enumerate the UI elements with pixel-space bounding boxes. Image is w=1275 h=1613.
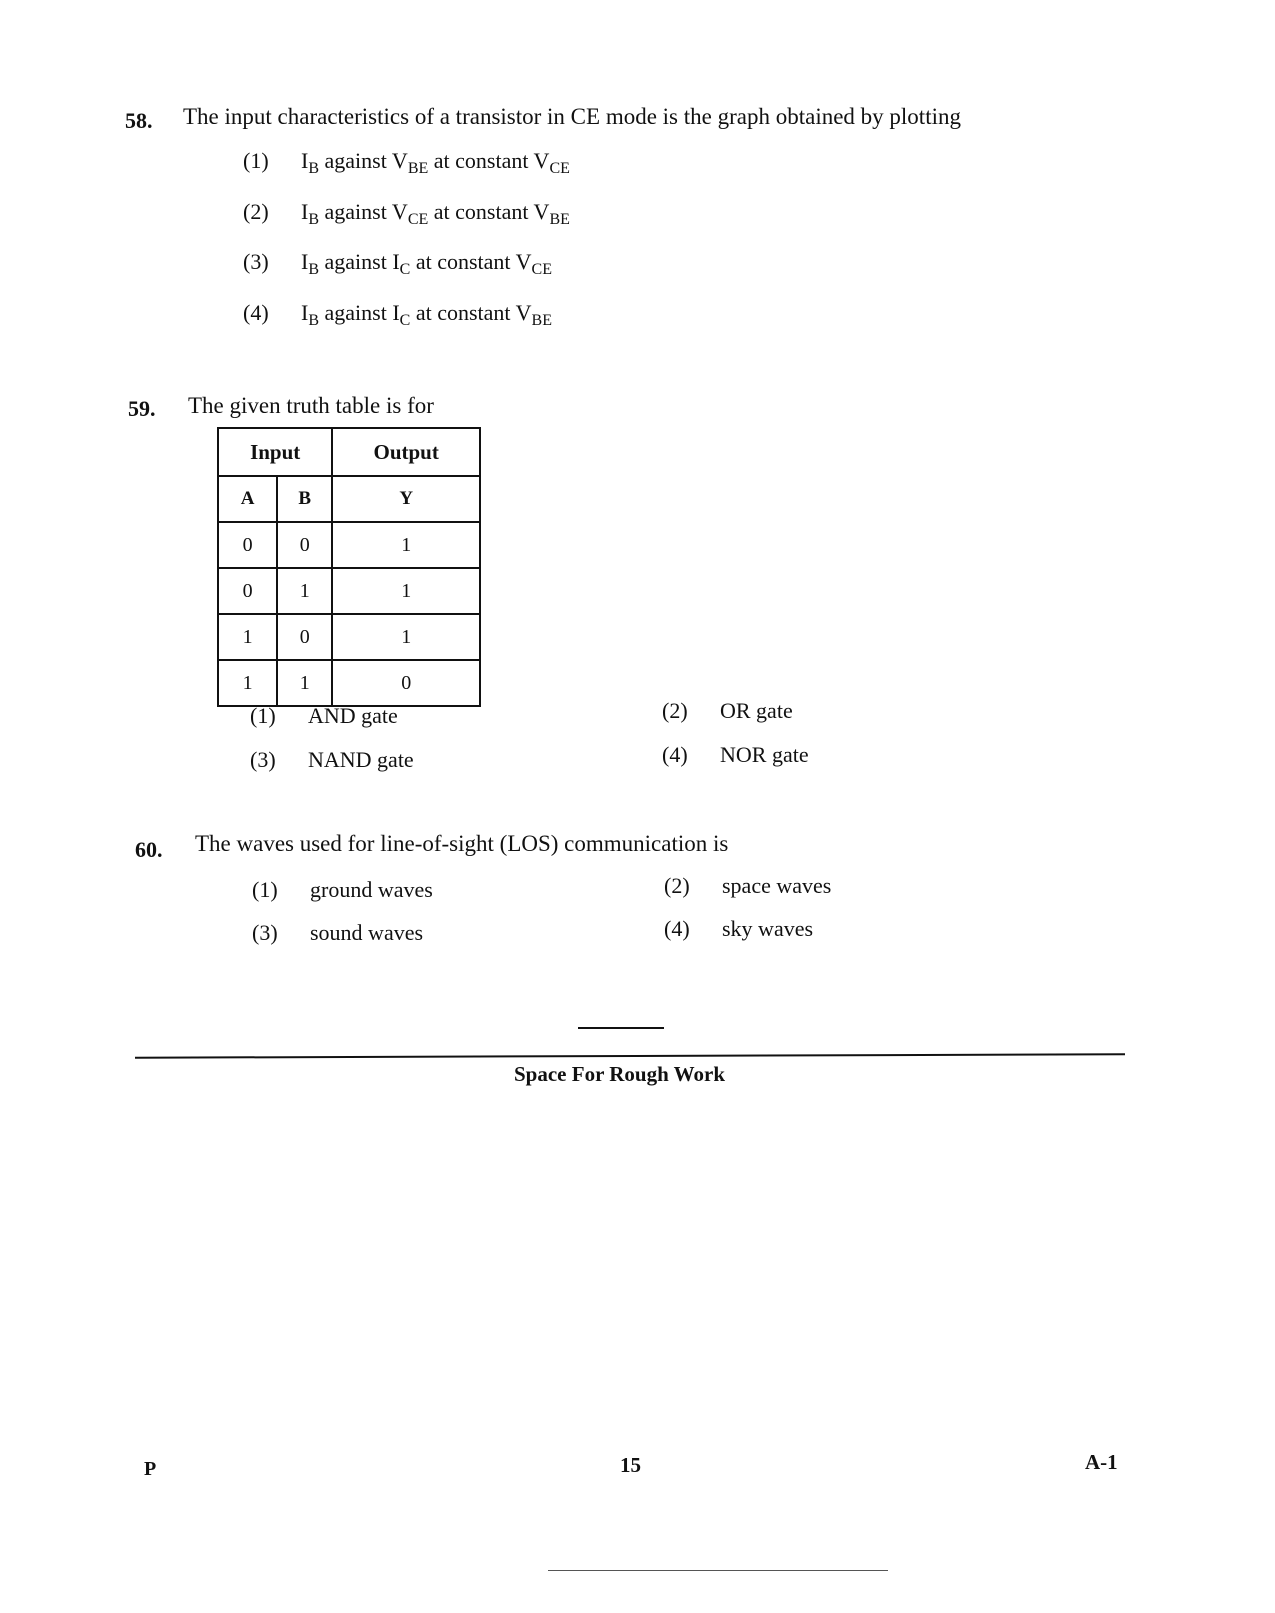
truth-table-column-header — [218, 476, 480, 522]
table-cell: 0 — [218, 522, 277, 568]
truth-table-group-header — [218, 428, 480, 476]
table-cell: 1 — [332, 522, 480, 568]
q58-option-3: (3) $I_B$ against $I_C$ at constant $V_{CE}$ — [243, 249, 552, 278]
table-row — [218, 660, 480, 706]
q59-stem: The given truth table is for — [188, 393, 434, 418]
table-cell: 0 — [277, 614, 332, 660]
q58-number: 58. — [125, 108, 153, 133]
q60-option-1: (1) ground waves — [252, 877, 433, 902]
q58-option-1: (1) $I_B$ against $V_{BE}$ at constant $V_{CE}$ — [243, 148, 570, 177]
rough-work-divider — [135, 1053, 1125, 1058]
table-cell: 1 — [277, 660, 332, 706]
output-header: Output — [332, 428, 480, 476]
q59-number: 59. — [128, 396, 156, 421]
table-cell: 0 — [277, 522, 332, 568]
q58-stem: The input characteristics of a transistor in CE mode is the graph obtained by plotting — [183, 104, 961, 129]
q60-option-2: (2) space waves — [664, 873, 832, 898]
table-cell: 0 — [218, 568, 277, 614]
column-a-header: A — [218, 476, 277, 522]
table-row — [218, 614, 480, 660]
bottom-edge-line — [548, 1570, 888, 1571]
table-row — [218, 522, 480, 568]
table-cell: 1 — [332, 614, 480, 660]
column-y-header: Y — [332, 476, 480, 522]
footer-left-code: P — [144, 1458, 157, 1480]
q60-option-4: (4) sky waves — [664, 916, 814, 941]
q60-option-3: (3) sound waves — [252, 920, 424, 945]
column-b-header: B — [277, 476, 332, 522]
table-cell: 1 — [332, 568, 480, 614]
q59-option-3: (3) NAND gate — [250, 747, 414, 772]
table-cell: 0 — [332, 660, 480, 706]
q59-option-2: (2) OR gate — [662, 698, 793, 723]
table-row — [218, 568, 480, 614]
end-of-questions-rule — [578, 1027, 664, 1029]
table-cell: 1 — [218, 660, 277, 706]
q59-option-1: (1) AND gate — [250, 703, 398, 728]
table-cell: 1 — [218, 614, 277, 660]
truth-table — [217, 427, 481, 707]
input-header: Input — [218, 428, 332, 476]
q58-option-4: (4) $I_B$ against $I_C$ at constant $V_{BE}$ — [243, 300, 552, 329]
table-cell: 1 — [277, 568, 332, 614]
q60-stem: The waves used for line-of-sight (LOS) communication is — [195, 831, 729, 856]
page-number: 15 — [620, 1453, 641, 1477]
q59-option-4: (4) NOR gate — [662, 742, 809, 767]
footer-right-code: A-1 — [1085, 1450, 1118, 1474]
rough-work-label: Space For Rough Work — [514, 1062, 726, 1086]
q58-option-2: (2) $I_B$ against $V_{CE}$ at constant $V_{BE}$ — [243, 199, 570, 228]
q60-number: 60. — [135, 837, 163, 862]
